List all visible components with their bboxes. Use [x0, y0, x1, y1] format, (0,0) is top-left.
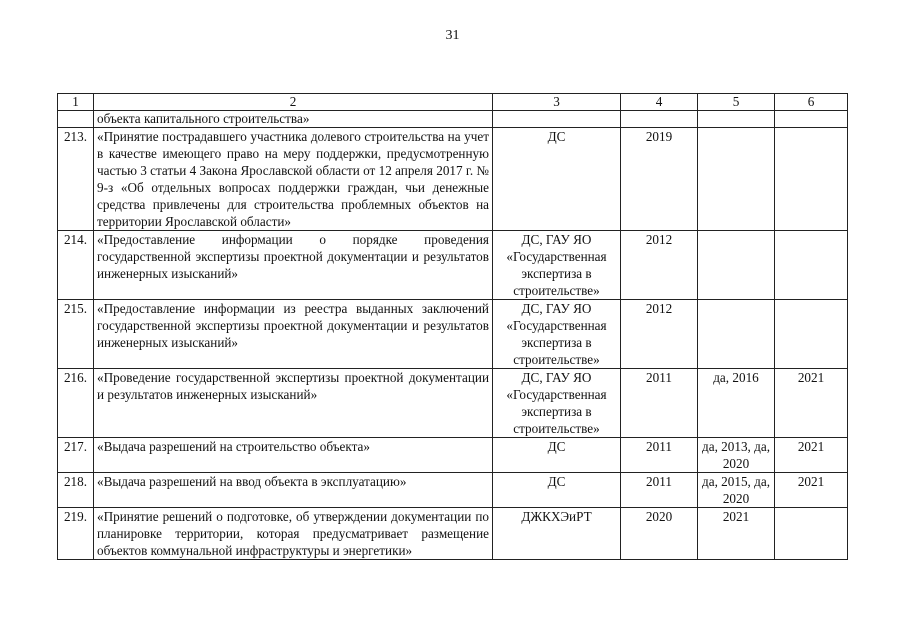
responsible-org: ДЖКХЭиРТ [493, 508, 621, 560]
column-header: 6 [775, 94, 848, 111]
responsible-org: ДС, ГАУ ЯО «Государственная экспертиза в строительстве» [493, 231, 621, 300]
row-number: 219. [58, 508, 94, 560]
table-row [58, 231, 848, 300]
row-number: 217. [58, 438, 94, 473]
cell-col5: да, 2015, да, 2020 [698, 473, 775, 508]
services-table [57, 93, 848, 560]
cell-col5: да, 2016 [698, 369, 775, 438]
service-name: «Предоставление информации о порядке проведения государственной экспертизы проектной документации и результатов инженерных изысканий» [94, 231, 493, 300]
table-row [58, 300, 848, 369]
cell-col4: 2019 [621, 128, 698, 231]
cell-col5 [698, 128, 775, 231]
page-number: 31 [445, 28, 460, 43]
table-row [58, 128, 848, 231]
cell-col4: 2012 [621, 231, 698, 300]
responsible-org: ДС, ГАУ ЯО «Государственная экспертиза в строительстве» [493, 300, 621, 369]
service-name: «Предоставление информации из реестра выданных заключений государственной экспертизы проектной документации и результатов инженерных изысканий» [94, 300, 493, 369]
cell-col6 [775, 231, 848, 300]
cell-col6 [775, 508, 848, 560]
cell-col4: 2020 [621, 508, 698, 560]
cell-col5 [698, 300, 775, 369]
cell-col4: 2011 [621, 473, 698, 508]
cell-col5: 2021 [698, 508, 775, 560]
row-number: 218. [58, 473, 94, 508]
responsible-org: ДС [493, 128, 621, 231]
table-row [58, 473, 848, 508]
column-header: 1 [58, 94, 94, 111]
cell-col4: 2012 [621, 300, 698, 369]
cell-col5: да, 2013, да, 2020 [698, 438, 775, 473]
column-header: 3 [493, 94, 621, 111]
row-number: 215. [58, 300, 94, 369]
cell-col4: 2011 [621, 369, 698, 438]
responsible-org: ДС [493, 438, 621, 473]
service-name: «Принятие пострадавшего участника долевого строительства на учет в качестве имеющего право на меру поддержки, предусмотренную частью 3 статьи 4 Закона Ярославской области от 12 апреля 2017 г. № 9-з «Об отдельных вопросах поддержки граждан, чьи денежные средства привлечены для строительства проблемных объектов на территории Ярославской области» [94, 128, 493, 231]
continuation-text: объекта капитального строительства» [94, 111, 493, 128]
row-number: 214. [58, 231, 94, 300]
service-name: «Выдача разрешений на ввод объекта в эксплуатацию» [94, 473, 493, 508]
cell-col6 [775, 128, 848, 231]
table-row [58, 369, 848, 438]
cell-col6 [775, 300, 848, 369]
table-row [58, 438, 848, 473]
table-row [58, 508, 848, 560]
continuation-row [58, 111, 848, 128]
column-header: 5 [698, 94, 775, 111]
cell-col6: 2021 [775, 438, 848, 473]
service-name: «Принятие решений о подготовке, об утверждении документации по планировке территории, которая предусматривает размещение объектов коммунальной инфраструктуры и энергетики» [94, 508, 493, 560]
row-number: 213. [58, 128, 94, 231]
cell-col5 [698, 231, 775, 300]
cell-col4: 2011 [621, 438, 698, 473]
service-name: «Выдача разрешений на строительство объекта» [94, 438, 493, 473]
column-header: 2 [94, 94, 493, 111]
table-header-row [58, 94, 848, 111]
column-header: 4 [621, 94, 698, 111]
responsible-org: ДС, ГАУ ЯО «Государственная экспертиза в строительстве» [493, 369, 621, 438]
row-number: 216. [58, 369, 94, 438]
cell-col6: 2021 [775, 369, 848, 438]
responsible-org: ДС [493, 473, 621, 508]
service-name: «Проведение государственной экспертизы проектной документации и результатов инженерных изысканий» [94, 369, 493, 438]
cell-col6: 2021 [775, 473, 848, 508]
